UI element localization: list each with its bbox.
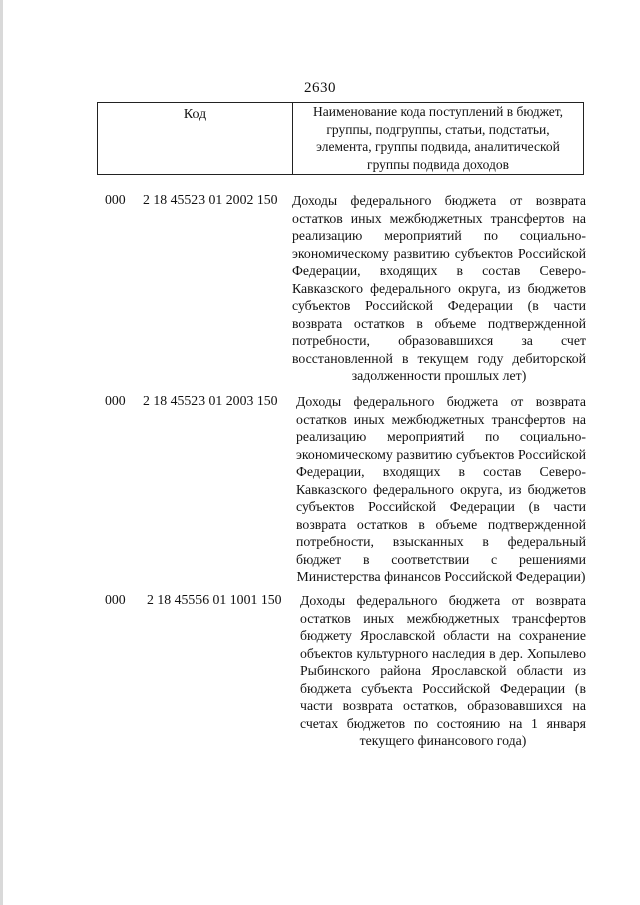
income-code: 2 18 45556 01 1001 150 xyxy=(147,592,282,607)
admin-code: 000 xyxy=(105,192,126,207)
scan-edge xyxy=(0,0,3,905)
income-description: Доходы федерального бюджета от возврата остатков иных межбюджетных трансфертов на реализацию мероприятий по социально-экономическому развитию субъектов Российской Федерации, входящих в состав Северо-Кавказского федерального округа, из бюджетов субъектов Российской Федерации (в части возврата остатков в объеме подтвержденной потребности, образовавшихся за счет восстановленной в текущем году дебиторской задолженности прошлых лет) xyxy=(292,193,586,384)
table-header xyxy=(97,102,584,175)
header-name-column: Наименование кода поступлений в бюджет, группы, подгруппы, статьи, подстатьи, элемента, группы подвида, аналитической группы подвида доходов xyxy=(312,104,563,172)
admin-code: 000 xyxy=(105,393,126,408)
page-number: 2630 xyxy=(304,80,336,96)
income-code: 2 18 45523 01 2003 150 xyxy=(143,393,278,408)
admin-code: 000 xyxy=(105,592,126,607)
header-code-column: Код xyxy=(98,103,293,174)
income-code: 2 18 45523 01 2002 150 xyxy=(143,192,278,207)
income-description: Доходы федерального бюджета от возврата остатков иных межбюджетных трансфертов на реализацию мероприятий по социально-экономическому развитию субъектов Российской Федерации, входящих в состав Северо-Кавказского федерального округа, из бюджетов субъектов Российской Федерации (в части возврата остатков в объеме подтвержденной потребности, взысканных в федеральный бюджет в соответствии с решениями Министерства финансов Российской Федерации) xyxy=(296,394,586,585)
income-description: Доходы федерального бюджета от возврата остатков иных межбюджетных трансфертов бюджету Ярославской области на сохранение объектов культурного наследия в дер. Хопылево Рыбинского района Ярославской области из бюджета субъекта Российской Федерации (в части возврата остатков, образовавшихся на счетах бюджетов по состоянию на 1 января текущего финансового года) xyxy=(300,593,586,749)
